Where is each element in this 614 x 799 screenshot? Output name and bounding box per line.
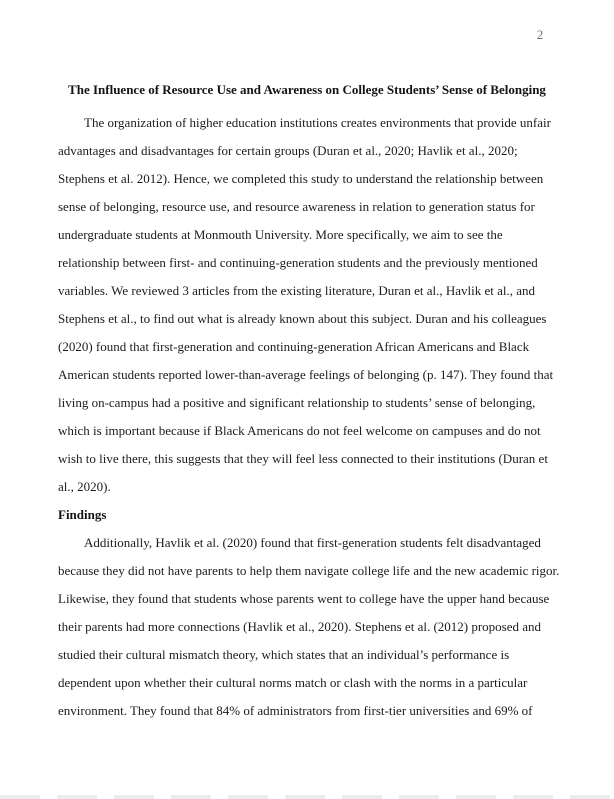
- text-line: dependent upon whether their cultural norms match or clash with the norms in a particular: [58, 675, 528, 690]
- document-title: The Influence of Resource Use and Awareness on College Students’ Sense of Belonging: [68, 82, 546, 97]
- text-line: Likewise, they found that students whose parents went to college have the upper hand because: [58, 591, 550, 606]
- text-line: undergraduate students at Monmouth University. More specifically, we aim to see the: [58, 227, 503, 242]
- text-line: environment. They found that 84% of administrators from first-tier universities and 69% of: [58, 703, 533, 718]
- text-line: Additionally, Havlik et al. (2020) found that first-generation students felt disadvantaged: [84, 535, 541, 550]
- text-line: relationship between first- and continuing-generation students and the previously mentioned: [58, 255, 538, 270]
- text-line: wish to live there, this suggests that they will feel less connected to their institutions (Duran et: [58, 451, 548, 466]
- text-line: sense of belonging, resource use, and resource awareness in relation to generation status for: [58, 199, 535, 214]
- text-line: Stephens et al. 2012). Hence, we completed this study to understand the relationship between: [58, 171, 544, 186]
- text-line: advantages and disadvantages for certain groups (Duran et al., 2020; Havlik et al., 2020;: [58, 143, 518, 158]
- text-line: The organization of higher education institutions creates environments that provide unfair: [84, 115, 551, 130]
- page-bottom-edge: [0, 795, 614, 799]
- text-line: because they did not have parents to help them navigate college life and the new academic rigor.: [58, 563, 560, 578]
- text-line: living on-campus had a positive and significant relationship to students’ sense of belonging,: [58, 395, 536, 410]
- text-line: studied their cultural mismatch theory, which states that an individual’s performance is: [58, 647, 510, 662]
- section-heading: Findings: [58, 507, 107, 522]
- page-number: 2: [536, 27, 544, 42]
- text-line: American students reported lower-than-average feelings of belonging (p. 147). They found that: [58, 367, 554, 382]
- text-line: al., 2020).: [58, 479, 111, 494]
- text-line: Stephens et al., to find out what is already known about this subject. Duran and his colleagues: [58, 311, 547, 326]
- text-line: variables. We reviewed 3 articles from the existing literature, Duran et al., Havlik et al., and: [58, 283, 536, 298]
- text-line: their parents had more connections (Havlik et al., 2020). Stephens et al. (2012) proposed and: [58, 619, 542, 634]
- text-line: (2020) found that first-generation and continuing-generation African Americans and Black: [58, 339, 530, 354]
- document-body: [58, 109, 560, 725]
- text-line: which is important because if Black Americans do not feel welcome on campuses and do not: [58, 423, 541, 438]
